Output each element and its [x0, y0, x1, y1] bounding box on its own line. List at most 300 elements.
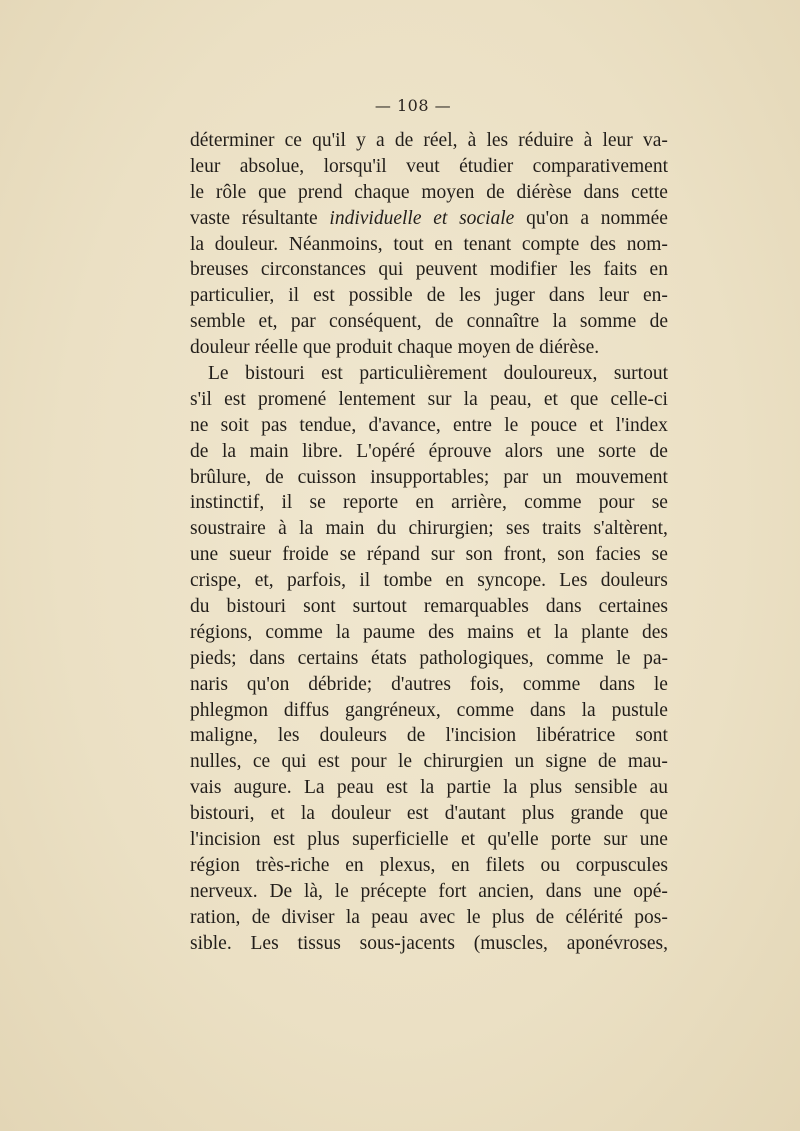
- word: porte: [551, 829, 592, 851]
- word: que: [302, 337, 332, 359]
- word: Néanmoins,: [288, 233, 383, 255]
- word: en: [415, 492, 434, 514]
- word: de: [535, 906, 555, 928]
- word: ne: [190, 414, 209, 436]
- word: vaste: [190, 207, 231, 229]
- word: région: [190, 854, 240, 876]
- word: l'incision: [445, 725, 517, 747]
- word: il: [281, 492, 293, 514]
- word: dans: [249, 647, 285, 669]
- word: de: [515, 337, 535, 359]
- word: est: [317, 751, 340, 773]
- word: crispe,: [190, 570, 242, 592]
- word: partie: [446, 777, 491, 799]
- text-line: [190, 749, 668, 775]
- word: plus: [307, 829, 340, 851]
- word: qu'il: [312, 130, 346, 151]
- word: et: [433, 207, 448, 229]
- word: douleur.: [214, 233, 279, 255]
- word: pas: [261, 414, 288, 436]
- text-line: [190, 361, 668, 387]
- word: pos-: [634, 906, 668, 928]
- word: de: [434, 311, 454, 333]
- word: et: [460, 829, 476, 851]
- word: ancien,: [478, 880, 535, 902]
- word: superficielle: [352, 829, 449, 851]
- word: étudier: [459, 155, 514, 177]
- word: l'index: [615, 414, 668, 436]
- word: se: [339, 544, 356, 566]
- text-line: [190, 827, 668, 853]
- text-line: [190, 206, 668, 232]
- word: de: [649, 311, 668, 333]
- word: du: [190, 596, 210, 618]
- word: breuses: [190, 259, 249, 281]
- text-line: [190, 180, 668, 206]
- word: s'altèrent,: [593, 518, 668, 540]
- word: dans: [529, 699, 566, 721]
- word: qui: [378, 259, 404, 281]
- text-line: [190, 439, 668, 465]
- word: bistouri: [245, 363, 305, 385]
- word: les: [486, 130, 509, 151]
- word: la: [581, 699, 596, 721]
- word: phlegmon: [190, 699, 268, 721]
- text-line: [190, 594, 668, 620]
- word: veut: [406, 155, 440, 177]
- word: est: [321, 363, 343, 385]
- word: certains: [297, 647, 359, 669]
- word: nerveux.: [190, 880, 258, 902]
- word: circonstances: [260, 259, 366, 281]
- word: reporte: [343, 492, 399, 514]
- word: de: [426, 285, 446, 307]
- word: celle-ci: [610, 388, 668, 410]
- word: dans: [583, 181, 620, 203]
- word: (muscles,: [473, 932, 548, 954]
- word: et,: [258, 311, 278, 333]
- word: Les: [250, 932, 279, 954]
- word: de: [190, 440, 209, 462]
- word: se: [651, 492, 668, 514]
- word: réelle: [254, 337, 298, 359]
- word: et: [270, 803, 285, 825]
- word: du: [376, 518, 397, 540]
- word: une: [593, 880, 622, 902]
- text-line: [190, 646, 668, 672]
- word: Les: [559, 570, 588, 592]
- word: tenant: [463, 233, 512, 255]
- text-line: [190, 232, 668, 258]
- text-line: [190, 387, 668, 413]
- word: la: [190, 233, 205, 255]
- word: la: [299, 518, 314, 540]
- word: plus: [491, 906, 525, 928]
- word: soustraire: [190, 518, 266, 540]
- word: la: [554, 621, 569, 643]
- word: L'opéré: [356, 440, 416, 462]
- word: ration,: [190, 906, 241, 928]
- word: douleur: [331, 803, 391, 825]
- word: dans: [548, 285, 585, 307]
- text-line: [190, 801, 668, 827]
- word: nommée: [600, 207, 668, 229]
- word: libératrice: [536, 725, 616, 747]
- word: le: [398, 751, 413, 773]
- word: résultante: [241, 207, 318, 229]
- text-line: [190, 723, 668, 749]
- word: répand: [366, 544, 420, 566]
- word: s'il: [190, 388, 212, 410]
- word: main: [249, 440, 289, 462]
- word: de: [486, 181, 505, 203]
- word: par: [290, 311, 316, 333]
- text-line: [190, 568, 668, 594]
- word: le: [504, 414, 519, 436]
- word: y: [356, 130, 366, 151]
- word: la: [552, 311, 567, 333]
- word: la: [463, 388, 478, 410]
- word: son: [465, 544, 493, 566]
- word: régions,: [190, 621, 253, 643]
- word: dans: [599, 673, 635, 695]
- text-line: [190, 128, 668, 154]
- word: plus: [529, 777, 563, 799]
- word: fois,: [469, 673, 504, 695]
- word: produit: [336, 337, 393, 359]
- word: peuvent: [415, 259, 478, 281]
- word: a: [376, 130, 385, 151]
- word: peau: [336, 777, 374, 799]
- text-line: [190, 672, 668, 698]
- word: est: [313, 285, 335, 307]
- word: somme: [579, 311, 637, 333]
- word: de: [598, 751, 617, 773]
- word: chirurgien;: [408, 518, 494, 540]
- word: qu'elle: [487, 829, 539, 851]
- word: sur: [430, 544, 455, 566]
- word: qui: [281, 751, 307, 773]
- word: diérèse: [516, 181, 572, 203]
- word: tout: [393, 233, 424, 255]
- word: soit: [220, 414, 249, 436]
- text-line: [190, 413, 668, 439]
- word: remarquables: [423, 596, 529, 618]
- word: et,: [254, 570, 274, 592]
- word: particulier,: [190, 285, 275, 307]
- word: naris: [190, 673, 228, 695]
- word: augure.: [233, 777, 292, 799]
- word: bistouri,: [190, 803, 255, 825]
- word: la: [420, 777, 435, 799]
- text-line: [190, 335, 668, 361]
- word: tendue,: [299, 414, 357, 436]
- word: comme: [456, 699, 515, 721]
- word: qu'on: [246, 673, 290, 695]
- word: sociale: [459, 207, 515, 229]
- word: d'autant: [444, 803, 506, 825]
- word: l'incision: [190, 829, 261, 851]
- word: faits: [603, 259, 638, 281]
- word: leur: [598, 285, 630, 307]
- word: lorsqu'il: [323, 155, 387, 177]
- word: que: [258, 181, 287, 203]
- word: comme: [522, 673, 581, 695]
- word: pa-: [643, 647, 668, 669]
- text-line: [190, 853, 668, 879]
- word: sont: [635, 725, 668, 747]
- word: connaître: [466, 311, 540, 333]
- word: en: [445, 570, 464, 592]
- word: sur: [427, 388, 452, 410]
- word: sible.: [190, 932, 232, 954]
- word: est: [406, 803, 429, 825]
- word: un: [542, 466, 562, 488]
- word: très-riche: [255, 854, 330, 876]
- word: ce: [284, 130, 302, 151]
- word: réel,: [423, 130, 458, 151]
- word: va-: [642, 130, 668, 151]
- word: se: [651, 544, 668, 566]
- word: insupportables;: [370, 466, 490, 488]
- word: en: [434, 233, 453, 255]
- word: syncope.: [477, 570, 546, 592]
- word: le: [653, 673, 668, 695]
- word: comme: [546, 647, 604, 669]
- word: promené: [258, 388, 327, 410]
- word: à: [278, 518, 287, 540]
- word: dans: [545, 596, 582, 618]
- word: précepte: [360, 880, 427, 902]
- word: sous-jacents: [359, 932, 455, 954]
- word: mau-: [627, 751, 668, 773]
- text-line: [190, 309, 668, 335]
- word: leur: [602, 130, 633, 151]
- word: à: [467, 130, 477, 151]
- word: rôle: [215, 181, 247, 203]
- word: a: [580, 207, 590, 229]
- word: douloureux,: [503, 363, 598, 385]
- word: entre: [452, 414, 492, 436]
- word: certaines: [598, 596, 668, 618]
- word: juger: [494, 285, 535, 307]
- word: déterminer: [190, 130, 275, 151]
- word: en-: [643, 285, 668, 307]
- text-line: [190, 465, 668, 491]
- text-line: [190, 620, 668, 646]
- word: chirurgien: [423, 751, 504, 773]
- text-line: [190, 516, 668, 542]
- word: moyen: [457, 337, 511, 359]
- text-line: [190, 542, 668, 568]
- word: des: [642, 621, 668, 643]
- word: brûlure,: [190, 466, 252, 488]
- word: leur: [190, 155, 221, 177]
- word: la: [300, 803, 315, 825]
- word: d'autres: [391, 673, 451, 695]
- word: individuelle: [329, 207, 422, 229]
- word: que: [639, 803, 668, 825]
- word: débride;: [308, 673, 373, 695]
- word: en: [451, 854, 470, 876]
- word: il: [359, 570, 371, 592]
- word: filets: [485, 854, 525, 876]
- word: sueur: [229, 544, 272, 566]
- word: peau: [371, 906, 409, 928]
- word: main: [325, 518, 365, 540]
- word: prend: [298, 181, 343, 203]
- word: mains: [467, 621, 514, 643]
- word: pieds;: [190, 647, 237, 669]
- word: en: [649, 259, 668, 281]
- word: compte: [521, 233, 580, 255]
- text-line: [190, 931, 668, 957]
- word: le: [190, 181, 205, 203]
- word: signe: [545, 751, 587, 773]
- word: se: [309, 492, 326, 514]
- word: sorte: [598, 440, 636, 462]
- word: plus: [521, 803, 555, 825]
- word: nulles,: [190, 751, 242, 773]
- word: lentement: [338, 388, 416, 410]
- text-line: [190, 905, 668, 931]
- word: au: [649, 777, 668, 799]
- word: sur: [603, 829, 628, 851]
- word: diviser: [281, 906, 335, 928]
- word: le: [616, 647, 631, 669]
- word: d'avance,: [368, 414, 441, 436]
- word: pour: [598, 492, 635, 514]
- text-line: [190, 698, 668, 724]
- word: et: [526, 621, 541, 643]
- word: aponévroses,: [566, 932, 668, 954]
- word: et: [589, 414, 604, 436]
- word: cuisson: [297, 466, 357, 488]
- word: De: [269, 880, 293, 902]
- body-text: [190, 128, 668, 957]
- word: les: [569, 259, 592, 281]
- word: est: [386, 777, 408, 799]
- text-line: [190, 775, 668, 801]
- word: pour: [350, 751, 387, 773]
- word: front,: [503, 544, 547, 566]
- page-number: — 108 —: [374, 96, 452, 115]
- word: opé-: [633, 880, 668, 902]
- word: les: [277, 725, 300, 747]
- word: particulièrement: [359, 363, 488, 385]
- word: des: [590, 233, 616, 255]
- word: ses: [506, 518, 530, 540]
- word: des: [428, 621, 455, 643]
- word: corpuscules: [575, 854, 668, 876]
- word: de: [649, 440, 668, 462]
- word: surtout: [352, 596, 407, 618]
- word: grande: [570, 803, 624, 825]
- word: de: [251, 906, 271, 928]
- word: comme: [524, 492, 582, 514]
- word: froide: [282, 544, 329, 566]
- word: douleur: [190, 337, 250, 359]
- word: La: [304, 777, 325, 799]
- word: états: [370, 647, 407, 669]
- word: peau,: [489, 388, 532, 410]
- word: tissus: [297, 932, 341, 954]
- word: avec: [419, 906, 456, 928]
- word: la: [221, 440, 237, 462]
- word: réduire: [518, 130, 574, 151]
- word: absolue,: [239, 155, 305, 177]
- word: sensible: [574, 777, 638, 799]
- word: une: [639, 829, 668, 851]
- word: chaque: [354, 181, 410, 203]
- word: mouvement: [575, 466, 668, 488]
- word: vais: [190, 777, 222, 799]
- word: son: [557, 544, 585, 566]
- word: chaque: [397, 337, 453, 359]
- word: traits: [542, 518, 582, 540]
- word: le: [334, 880, 349, 902]
- word: modifier: [489, 259, 558, 281]
- word: est: [273, 829, 295, 851]
- word: conséquent,: [329, 311, 422, 333]
- word: une: [190, 544, 219, 566]
- word: pouce: [530, 414, 578, 436]
- word: semble: [190, 311, 246, 333]
- word: la: [345, 906, 360, 928]
- text-line: [190, 154, 668, 180]
- word: la: [335, 621, 350, 643]
- word: les: [459, 285, 481, 307]
- word: douleurs: [319, 725, 387, 747]
- word: ou: [540, 854, 560, 876]
- word: qu'on: [526, 207, 569, 229]
- word: de: [265, 466, 284, 488]
- word: arrière,: [451, 492, 507, 514]
- word: paume: [363, 621, 416, 643]
- word: éprouve: [428, 440, 492, 462]
- word: en: [345, 854, 364, 876]
- word: tombe: [383, 570, 433, 592]
- word: libre.: [302, 440, 343, 462]
- word: gangréneux,: [344, 699, 441, 721]
- word: facies: [595, 544, 641, 566]
- word: bistouri: [226, 596, 287, 618]
- word: une: [556, 440, 585, 462]
- word: de: [406, 725, 426, 747]
- word: la: [503, 777, 518, 799]
- word: douleurs: [600, 570, 668, 592]
- text-line: [190, 283, 668, 309]
- word: plante: [581, 621, 629, 643]
- text-line: [190, 879, 668, 905]
- word: célérité: [565, 906, 623, 928]
- word: comme: [265, 621, 323, 643]
- word: est: [224, 388, 246, 410]
- word: il: [288, 285, 300, 307]
- word: nom-: [626, 233, 668, 255]
- word: dans: [545, 880, 582, 902]
- text-line: [190, 490, 668, 516]
- word: diffus: [283, 699, 330, 721]
- word: que: [570, 388, 599, 410]
- word: possible: [348, 285, 413, 307]
- word: plexus,: [379, 854, 436, 876]
- word: instinctif,: [190, 492, 265, 514]
- word: par: [503, 466, 529, 488]
- word: pustule: [611, 699, 668, 721]
- word: sont: [303, 596, 336, 618]
- word: là,: [303, 880, 323, 902]
